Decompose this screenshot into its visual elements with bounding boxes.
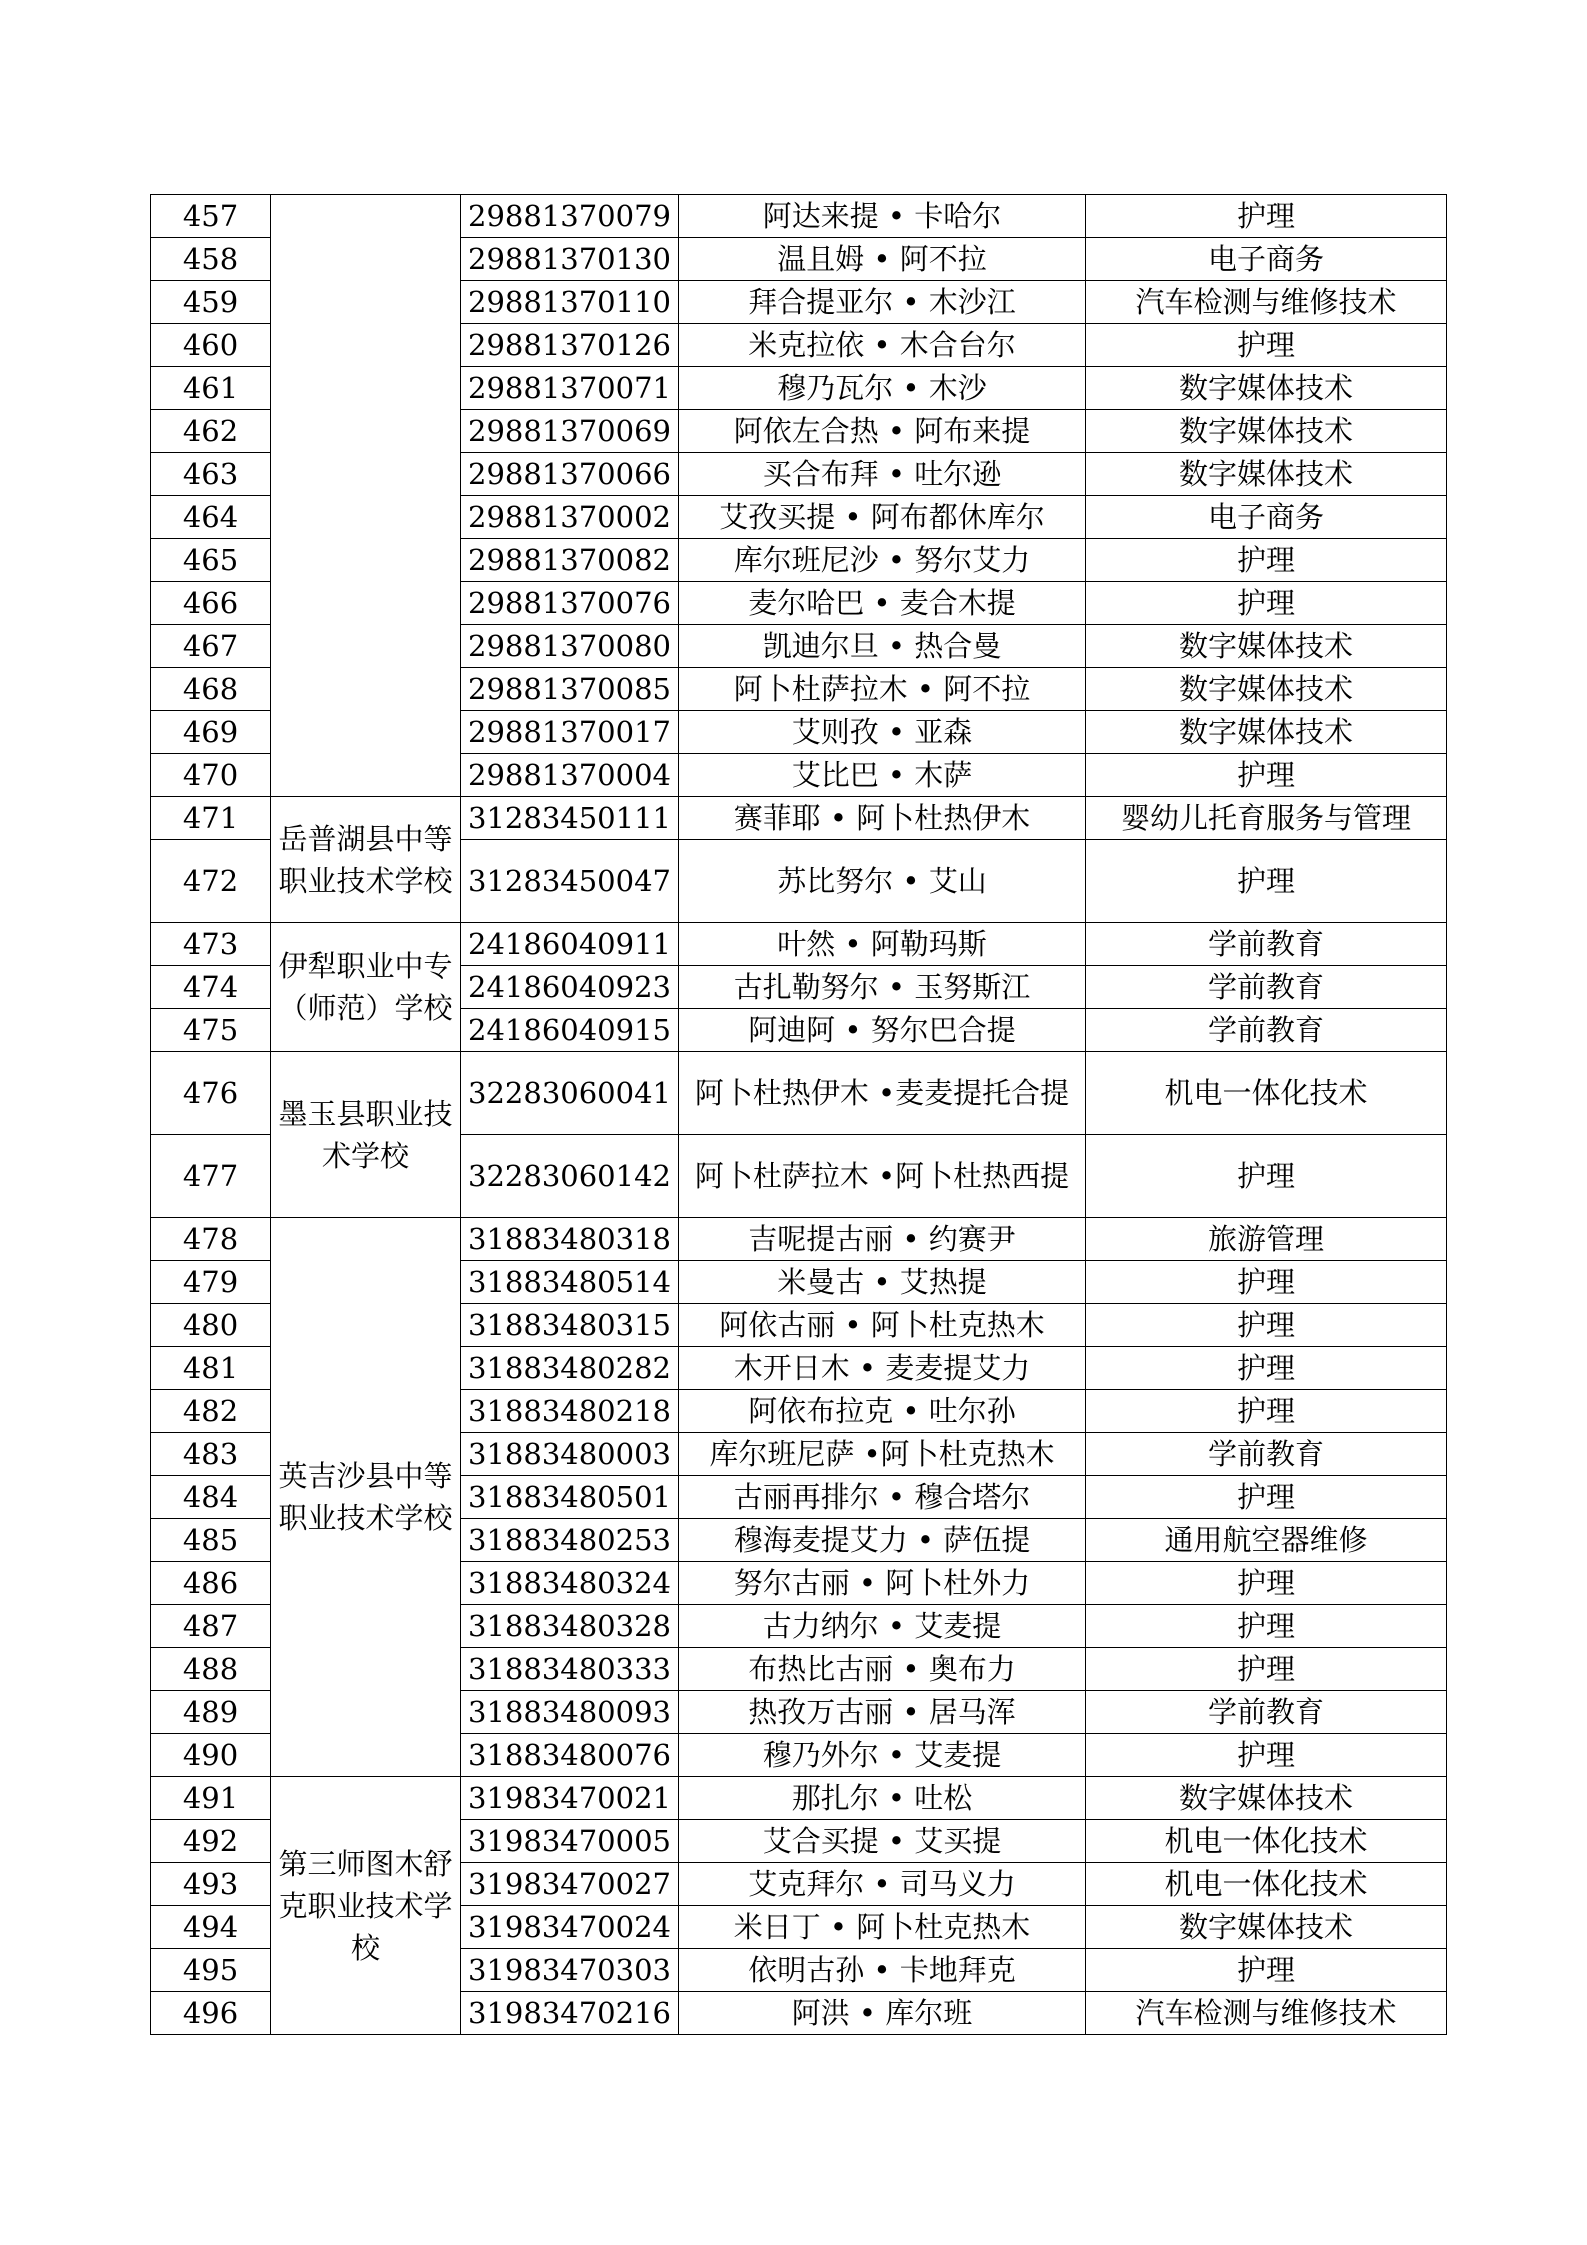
- student-name: 努尔古丽 • 阿卜杜外力: [679, 1562, 1086, 1605]
- major: 通用航空器维修: [1086, 1519, 1447, 1562]
- row-number: 469: [151, 711, 271, 754]
- major: 旅游管理: [1086, 1218, 1447, 1261]
- student-name: 艾孜买提 • 阿布都休库尔: [679, 496, 1086, 539]
- student-name: 阿达来提 • 卡哈尔: [679, 195, 1086, 238]
- major: 学前教育: [1086, 966, 1447, 1009]
- student-id: 29881370071: [461, 367, 679, 410]
- row-number: 464: [151, 496, 271, 539]
- major: 婴幼儿托育服务与管理: [1086, 797, 1447, 840]
- student-id: 29881370004: [461, 754, 679, 797]
- student-name: 吉呢提古丽 • 约赛尹: [679, 1218, 1086, 1261]
- student-name: 叶然 • 阿勒玛斯: [679, 923, 1086, 966]
- school-name: 岳普湖县中等职业技术学校: [271, 797, 461, 923]
- row-number: 487: [151, 1605, 271, 1648]
- student-name: 温且姆 • 阿不拉: [679, 238, 1086, 281]
- student-name: 阿卜杜萨拉木 • 阿不拉: [679, 668, 1086, 711]
- student-id: 31883480282: [461, 1347, 679, 1390]
- major: 数字媒体技术: [1086, 1777, 1447, 1820]
- student-id: 29881370069: [461, 410, 679, 453]
- student-name: 穆海麦提艾力 • 萨伍提: [679, 1519, 1086, 1562]
- row-number: 480: [151, 1304, 271, 1347]
- major: 数字媒体技术: [1086, 1906, 1447, 1949]
- row-number: 478: [151, 1218, 271, 1261]
- major: 数字媒体技术: [1086, 625, 1447, 668]
- student-id: 31883480318: [461, 1218, 679, 1261]
- table-row: [151, 797, 1447, 840]
- student-name: 热孜万古丽 • 居马浑: [679, 1691, 1086, 1734]
- student-name: 阿依左合热 • 阿布来提: [679, 410, 1086, 453]
- major: 护理: [1086, 1605, 1447, 1648]
- row-number: 494: [151, 1906, 271, 1949]
- student-name: 麦尔哈巴 • 麦合木提: [679, 582, 1086, 625]
- major: 学前教育: [1086, 1691, 1447, 1734]
- student-id: 32283060142: [461, 1135, 679, 1218]
- school-name: [271, 195, 461, 797]
- student-name: 阿卜杜热伊木 •麦麦提托合提: [679, 1052, 1086, 1135]
- student-name: 穆乃外尔 • 艾麦提: [679, 1734, 1086, 1777]
- major: 汽车检测与维修技术: [1086, 281, 1447, 324]
- row-number: 488: [151, 1648, 271, 1691]
- major: 护理: [1086, 1304, 1447, 1347]
- student-id: 32283060041: [461, 1052, 679, 1135]
- row-number: 462: [151, 410, 271, 453]
- student-name: 米曼古 • 艾热提: [679, 1261, 1086, 1304]
- major: 学前教育: [1086, 1433, 1447, 1476]
- student-name: 那扎尔 • 吐松: [679, 1777, 1086, 1820]
- student-id: 31883480093: [461, 1691, 679, 1734]
- school-name: 第三师图木舒克职业技术学校: [271, 1777, 461, 2035]
- table-row: [151, 195, 1447, 238]
- student-name: 库尔班尼沙 • 努尔艾力: [679, 539, 1086, 582]
- major: 护理: [1086, 324, 1447, 367]
- row-number: 492: [151, 1820, 271, 1863]
- student-name: 布热比古丽 • 奥布力: [679, 1648, 1086, 1691]
- student-id: 31983470024: [461, 1906, 679, 1949]
- major: 护理: [1086, 1648, 1447, 1691]
- row-number: 479: [151, 1261, 271, 1304]
- student-name: 阿依布拉克 • 吐尔孙: [679, 1390, 1086, 1433]
- student-name: 米克拉依 • 木合台尔: [679, 324, 1086, 367]
- student-id: 31983470005: [461, 1820, 679, 1863]
- student-id: 29881370017: [461, 711, 679, 754]
- row-number: 474: [151, 966, 271, 1009]
- student-id: 31883480328: [461, 1605, 679, 1648]
- row-number: 477: [151, 1135, 271, 1218]
- major: 护理: [1086, 539, 1447, 582]
- student-id: 31983470303: [461, 1949, 679, 1992]
- table-row: [151, 923, 1447, 966]
- row-number: 496: [151, 1992, 271, 2035]
- student-id: 31883480218: [461, 1390, 679, 1433]
- table-row: [151, 1777, 1447, 1820]
- major: 护理: [1086, 840, 1447, 923]
- major: 护理: [1086, 1562, 1447, 1605]
- student-id: 24186040923: [461, 966, 679, 1009]
- student-name: 阿迪阿 • 努尔巴合提: [679, 1009, 1086, 1052]
- row-number: 485: [151, 1519, 271, 1562]
- row-number: 461: [151, 367, 271, 410]
- student-name: 拜合提亚尔 • 木沙江: [679, 281, 1086, 324]
- student-id: 29881370079: [461, 195, 679, 238]
- row-number: 470: [151, 754, 271, 797]
- row-number: 467: [151, 625, 271, 668]
- student-id: 24186040915: [461, 1009, 679, 1052]
- major: 电子商务: [1086, 496, 1447, 539]
- student-id: 31883480501: [461, 1476, 679, 1519]
- row-number: 491: [151, 1777, 271, 1820]
- school-name: 伊犁职业中专（师范）学校: [271, 923, 461, 1052]
- major: 数字媒体技术: [1086, 668, 1447, 711]
- student-name: 阿洪 • 库尔班: [679, 1992, 1086, 2035]
- row-number: 463: [151, 453, 271, 496]
- row-number: 457: [151, 195, 271, 238]
- student-id: 31883480514: [461, 1261, 679, 1304]
- table-row: [151, 1218, 1447, 1261]
- row-number: 490: [151, 1734, 271, 1777]
- major: 汽车检测与维修技术: [1086, 1992, 1447, 2035]
- major: 机电一体化技术: [1086, 1820, 1447, 1863]
- student-name: 古扎勒努尔 • 玉努斯江: [679, 966, 1086, 1009]
- student-id: 31883480333: [461, 1648, 679, 1691]
- major: 数字媒体技术: [1086, 711, 1447, 754]
- student-id: 29881370076: [461, 582, 679, 625]
- student-id: 31883480315: [461, 1304, 679, 1347]
- student-id: 31283450047: [461, 840, 679, 923]
- major: 护理: [1086, 1347, 1447, 1390]
- major: 电子商务: [1086, 238, 1447, 281]
- row-number: 466: [151, 582, 271, 625]
- school-name: 墨玉县职业技术学校: [271, 1052, 461, 1218]
- table-body: [151, 195, 1447, 2035]
- row-number: 468: [151, 668, 271, 711]
- student-name: 艾比巴 • 木萨: [679, 754, 1086, 797]
- student-id: 31883480003: [461, 1433, 679, 1476]
- major: 数字媒体技术: [1086, 367, 1447, 410]
- row-number: 460: [151, 324, 271, 367]
- student-name: 阿卜杜萨拉木 •阿卜杜热西提: [679, 1135, 1086, 1218]
- student-id: 29881370002: [461, 496, 679, 539]
- student-id: 29881370110: [461, 281, 679, 324]
- major: 护理: [1086, 1261, 1447, 1304]
- major: 数字媒体技术: [1086, 453, 1447, 496]
- school-name: 英吉沙县中等职业技术学校: [271, 1218, 461, 1777]
- major: 护理: [1086, 1476, 1447, 1519]
- student-name: 艾则孜 • 亚森: [679, 711, 1086, 754]
- major: 机电一体化技术: [1086, 1863, 1447, 1906]
- row-number: 484: [151, 1476, 271, 1519]
- student-name: 穆乃瓦尔 • 木沙: [679, 367, 1086, 410]
- major: 护理: [1086, 1949, 1447, 1992]
- student-name: 赛菲耶 • 阿卜杜热伊木: [679, 797, 1086, 840]
- student-id: 29881370130: [461, 238, 679, 281]
- row-number: 472: [151, 840, 271, 923]
- student-id: 31883480324: [461, 1562, 679, 1605]
- student-id: 31883480076: [461, 1734, 679, 1777]
- student-name: 木开日木 • 麦麦提艾力: [679, 1347, 1086, 1390]
- row-number: 476: [151, 1052, 271, 1135]
- major: 护理: [1086, 1135, 1447, 1218]
- row-number: 458: [151, 238, 271, 281]
- student-id: 29881370082: [461, 539, 679, 582]
- student-id: 29881370080: [461, 625, 679, 668]
- row-number: 465: [151, 539, 271, 582]
- student-name: 艾克拜尔 • 司马义力: [679, 1863, 1086, 1906]
- student-id: 31283450111: [461, 797, 679, 840]
- row-number: 481: [151, 1347, 271, 1390]
- student-name: 阿依古丽 • 阿卜杜克热木: [679, 1304, 1086, 1347]
- major: 护理: [1086, 582, 1447, 625]
- row-number: 483: [151, 1433, 271, 1476]
- row-number: 459: [151, 281, 271, 324]
- student-name: 米日丁 • 阿卜杜克热木: [679, 1906, 1086, 1949]
- row-number: 486: [151, 1562, 271, 1605]
- major: 机电一体化技术: [1086, 1052, 1447, 1135]
- row-number: 489: [151, 1691, 271, 1734]
- student-id: 31983470027: [461, 1863, 679, 1906]
- major: 学前教育: [1086, 1009, 1447, 1052]
- row-number: 471: [151, 797, 271, 840]
- student-id: 31983470021: [461, 1777, 679, 1820]
- student-name: 买合布拜 • 吐尔逊: [679, 453, 1086, 496]
- student-name: 古丽再排尔 • 穆合塔尔: [679, 1476, 1086, 1519]
- student-id: 29881370066: [461, 453, 679, 496]
- row-number: 473: [151, 923, 271, 966]
- student-name: 凯迪尔旦 • 热合曼: [679, 625, 1086, 668]
- major: 护理: [1086, 195, 1447, 238]
- row-number: 475: [151, 1009, 271, 1052]
- row-number: 495: [151, 1949, 271, 1992]
- major: 护理: [1086, 1734, 1447, 1777]
- student-name: 库尔班尼萨 •阿卜杜克热木: [679, 1433, 1086, 1476]
- student-id: 31883480253: [461, 1519, 679, 1562]
- student-name: 艾合买提 • 艾买提: [679, 1820, 1086, 1863]
- student-id: 29881370085: [461, 668, 679, 711]
- student-list-table: [150, 194, 1447, 2035]
- table-row: [151, 1052, 1447, 1135]
- student-id: 29881370126: [461, 324, 679, 367]
- major: 护理: [1086, 754, 1447, 797]
- student-name: 依明古孙 • 卡地拜克: [679, 1949, 1086, 1992]
- student-name: 苏比努尔 • 艾山: [679, 840, 1086, 923]
- student-id: 31983470216: [461, 1992, 679, 2035]
- major: 护理: [1086, 1390, 1447, 1433]
- major: 学前教育: [1086, 923, 1447, 966]
- major: 数字媒体技术: [1086, 410, 1447, 453]
- student-name: 古力纳尔 • 艾麦提: [679, 1605, 1086, 1648]
- row-number: 493: [151, 1863, 271, 1906]
- student-id: 24186040911: [461, 923, 679, 966]
- row-number: 482: [151, 1390, 271, 1433]
